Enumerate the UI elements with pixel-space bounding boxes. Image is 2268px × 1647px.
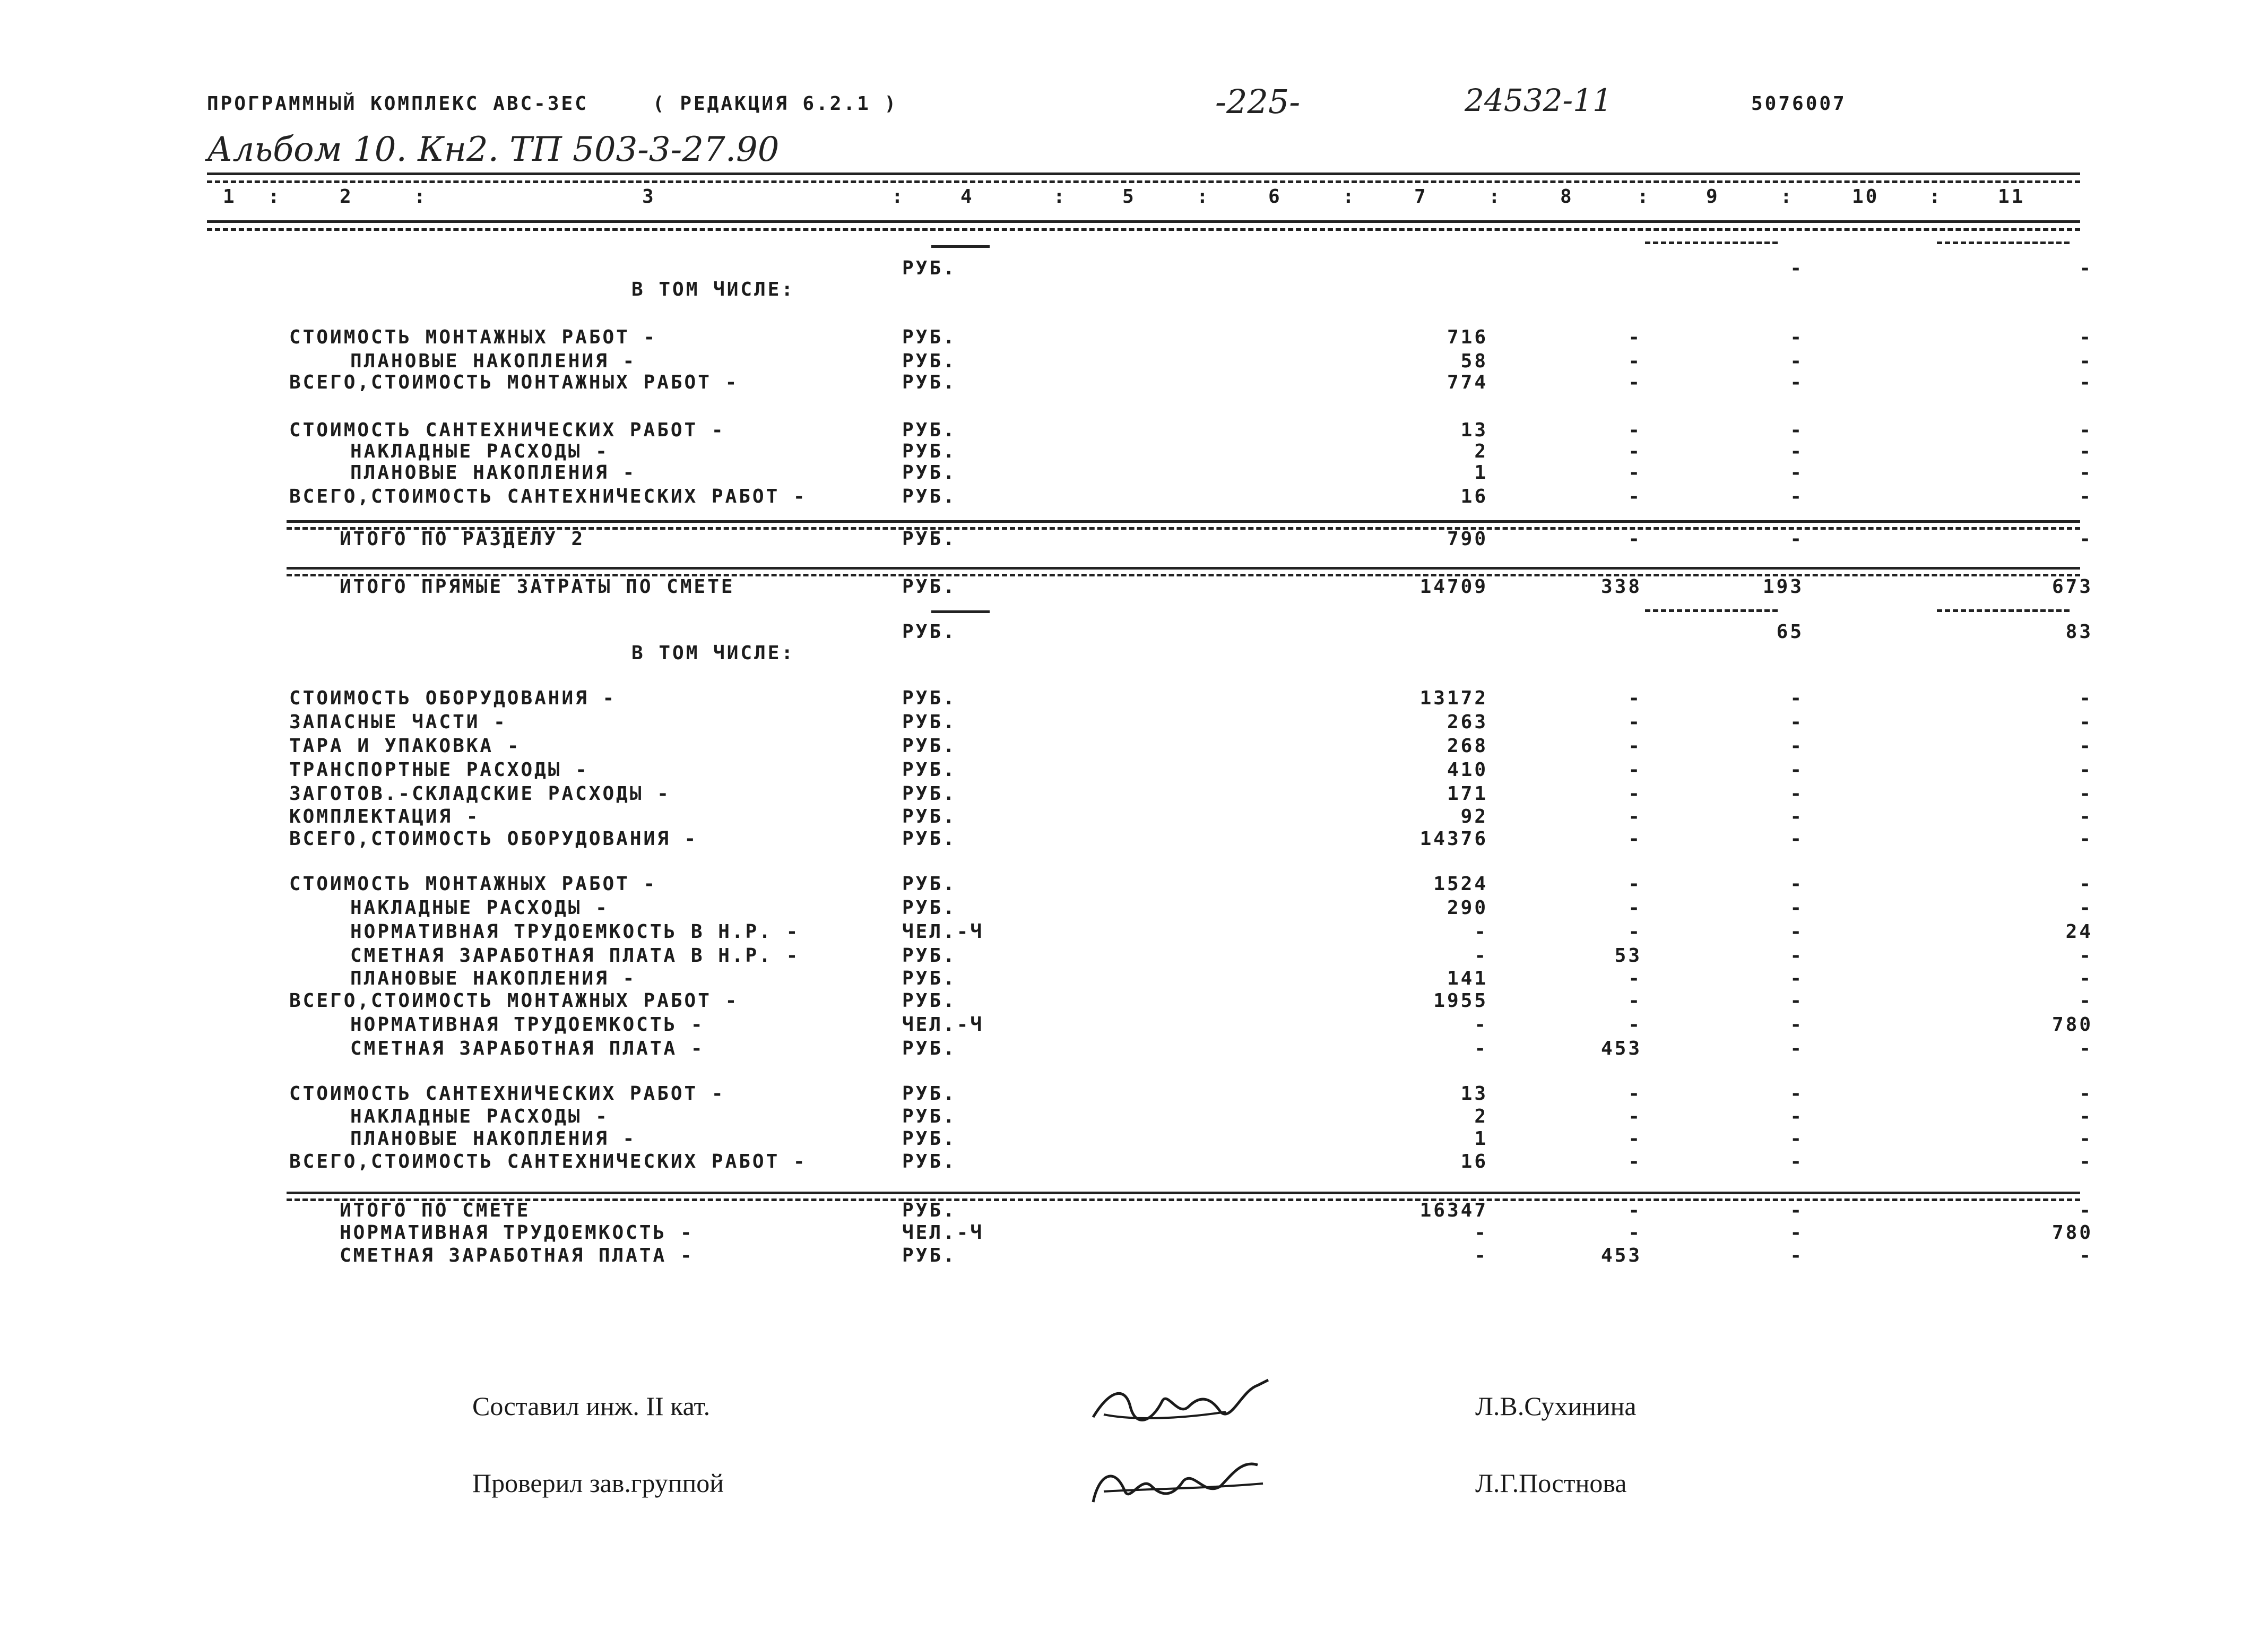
table-row bbox=[0, 711, 2268, 735]
row-col8: - bbox=[1628, 990, 1642, 1012]
row-label: СТОИМОСТЬ САНТЕХНИЧЕСКИХ РАБОТ - bbox=[289, 419, 725, 441]
row-label: НАКЛАДНЫЕ РАСХОДЫ - bbox=[350, 1106, 609, 1127]
col-8: 8 bbox=[1560, 186, 1574, 208]
table-row bbox=[0, 759, 2268, 782]
table-row bbox=[0, 806, 2268, 829]
row-col9: - bbox=[1790, 1106, 1804, 1127]
row-col7: 263 bbox=[1447, 711, 1488, 733]
col-sep: : bbox=[1637, 186, 1651, 208]
row-col8: - bbox=[1628, 1151, 1642, 1172]
row-col9: - bbox=[1790, 806, 1804, 827]
row-col9: - bbox=[1790, 1038, 1804, 1059]
row-col9: - bbox=[1790, 1128, 1804, 1150]
row-label: ВСЕГО,СТОИМОСТЬ САНТЕХНИЧЕСКИХ РАБОТ - bbox=[289, 486, 807, 507]
table-row bbox=[0, 1083, 2268, 1106]
row-col9: - bbox=[1790, 419, 1804, 441]
row-col7: 92 bbox=[1460, 806, 1488, 827]
table-row bbox=[0, 990, 2268, 1013]
row-label: СМЕТНАЯ ЗАРАБОТНАЯ ПЛАТА - bbox=[350, 1038, 705, 1059]
row-col7: 171 bbox=[1447, 783, 1488, 805]
row-label: ВСЕГО,СТОИМОСТЬ САНТЕХНИЧЕСКИХ РАБОТ - bbox=[289, 1151, 807, 1172]
row-col11: - bbox=[2079, 1128, 2093, 1150]
checked-signature bbox=[1083, 1444, 1284, 1520]
row-col11: - bbox=[2079, 945, 2093, 967]
row-col8: - bbox=[1628, 462, 1642, 484]
row-label: ТРАНСПОРТНЫЕ РАСХОДЫ - bbox=[289, 759, 589, 781]
row-unit: РУБ. bbox=[902, 759, 957, 781]
row-col8: - bbox=[1628, 921, 1642, 943]
row-col8: - bbox=[1628, 486, 1642, 507]
row-label: ПЛАНОВЫЕ НАКОПЛЕНИЯ - bbox=[350, 350, 637, 372]
row-col9: - bbox=[1790, 897, 1804, 919]
row-col8: 453 bbox=[1600, 1038, 1642, 1059]
col-sep: : bbox=[891, 186, 905, 208]
table-row bbox=[0, 735, 2268, 758]
row-col7: - bbox=[1474, 945, 1488, 967]
row-col11: - bbox=[2079, 1038, 2093, 1059]
row-label: В ТОМ ЧИСЛЕ: bbox=[631, 642, 795, 664]
table-row bbox=[0, 486, 2268, 509]
checked-by-label: Проверил зав.группой bbox=[472, 1468, 724, 1498]
row-unit: РУБ. bbox=[902, 486, 957, 507]
row-col11: - bbox=[2079, 873, 2093, 895]
unit-underline bbox=[931, 610, 990, 613]
row-col8: 453 bbox=[1600, 1245, 1642, 1266]
row-col8: - bbox=[1628, 828, 1642, 850]
header-rule-top-2 bbox=[207, 180, 2080, 183]
row-col11: - bbox=[2079, 1083, 2093, 1105]
col-7: 7 bbox=[1414, 186, 1428, 208]
row-col9: - bbox=[1790, 1222, 1804, 1244]
row-col7: - bbox=[1474, 1222, 1488, 1244]
table-row bbox=[0, 687, 2268, 711]
row-col9: - bbox=[1790, 783, 1804, 805]
table-row bbox=[0, 1200, 2268, 1223]
row-unit: РУБ. bbox=[902, 711, 957, 733]
row-unit: РУБ. bbox=[902, 1038, 957, 1059]
row-col7: 16 bbox=[1460, 486, 1488, 507]
row-col9: - bbox=[1790, 1151, 1804, 1172]
unit-underline bbox=[931, 245, 990, 248]
row-col9: - bbox=[1790, 372, 1804, 393]
row-col9: - bbox=[1790, 921, 1804, 943]
header-rule-bottom bbox=[207, 220, 2080, 223]
col-3: 3 bbox=[642, 186, 656, 208]
row-col11: - bbox=[2079, 1151, 2093, 1172]
row-col7: 2 bbox=[1474, 1106, 1488, 1127]
col-6: 6 bbox=[1268, 186, 1282, 208]
row-col7: 13 bbox=[1460, 419, 1488, 441]
row-col7: 14376 bbox=[1419, 828, 1488, 850]
section-rule bbox=[287, 574, 2080, 576]
row-col8: - bbox=[1628, 968, 1642, 989]
row-col9: - bbox=[1790, 968, 1804, 989]
row-col7: 14709 bbox=[1419, 576, 1488, 598]
col-sep: : bbox=[268, 186, 282, 208]
row-col11: - bbox=[2079, 419, 2093, 441]
row-col9: - bbox=[1790, 257, 1804, 279]
row-col11: - bbox=[2079, 462, 2093, 484]
row-col8: - bbox=[1628, 350, 1642, 372]
row-unit: РУБ. bbox=[902, 462, 957, 484]
table-row bbox=[0, 326, 2268, 350]
row-col8: - bbox=[1628, 806, 1642, 827]
row-col7: 774 bbox=[1447, 372, 1488, 393]
row-col8: - bbox=[1628, 1200, 1642, 1221]
row-col8: 53 bbox=[1614, 945, 1642, 967]
row-col11: - bbox=[2079, 806, 2093, 827]
row-unit: РУБ. bbox=[902, 687, 957, 709]
col-sep: : bbox=[1197, 186, 1210, 208]
row-col11: 83 bbox=[2065, 621, 2093, 643]
row-col11: 780 bbox=[2051, 1014, 2093, 1036]
row-unit: РУБ. bbox=[902, 1083, 957, 1105]
row-unit: РУБ. bbox=[902, 1200, 957, 1221]
row-unit: РУБ. bbox=[902, 968, 957, 989]
col-5: 5 bbox=[1122, 186, 1136, 208]
table-row bbox=[0, 257, 2268, 281]
row-col9: - bbox=[1790, 1245, 1804, 1266]
row-unit: РУБ. bbox=[902, 873, 957, 895]
table-row bbox=[0, 528, 2268, 551]
row-unit: РУБ. bbox=[902, 372, 957, 393]
row-col8: - bbox=[1628, 372, 1642, 393]
row-unit: ЧЕЛ.-Ч bbox=[902, 921, 984, 943]
row-col9: - bbox=[1790, 462, 1804, 484]
col-sep: : bbox=[1929, 186, 1943, 208]
row-col7: - bbox=[1474, 1038, 1488, 1059]
row-label: ПЛАНОВЫЕ НАКОПЛЕНИЯ - bbox=[350, 462, 637, 484]
row-col11: - bbox=[2079, 687, 2093, 709]
header-rule-top bbox=[207, 173, 2080, 175]
row-col7: 716 bbox=[1447, 326, 1488, 348]
row-col7: 410 bbox=[1447, 759, 1488, 781]
col-4: 4 bbox=[960, 186, 974, 208]
row-unit: РУБ. bbox=[902, 1128, 957, 1150]
row-col8: - bbox=[1628, 441, 1642, 462]
row-unit: РУБ. bbox=[902, 528, 957, 550]
row-unit: РУБ. bbox=[902, 735, 957, 757]
row-col11: - bbox=[2079, 1106, 2093, 1127]
row-col8: - bbox=[1628, 897, 1642, 919]
col11-underline bbox=[1937, 609, 2070, 612]
table-row bbox=[0, 1014, 2268, 1037]
col-2: 2 bbox=[340, 186, 353, 208]
row-label: ЗАГОТОВ.-СКЛАДСКИЕ РАСХОДЫ - bbox=[289, 783, 671, 805]
row-unit: РУБ. bbox=[902, 441, 957, 462]
col-sep: : bbox=[414, 186, 428, 208]
row-col11: - bbox=[2079, 783, 2093, 805]
row-unit: РУБ. bbox=[902, 1245, 957, 1266]
row-col11: - bbox=[2079, 990, 2093, 1012]
compiled-by-label: Составил инж. II кат. bbox=[472, 1391, 711, 1421]
row-unit: РУБ. bbox=[902, 326, 957, 348]
table-row bbox=[0, 621, 2268, 644]
row-col11: - bbox=[2079, 828, 2093, 850]
row-col7: 16347 bbox=[1419, 1200, 1488, 1221]
table-row bbox=[0, 462, 2268, 485]
row-label: СТОИМОСТЬ САНТЕХНИЧЕСКИХ РАБОТ - bbox=[289, 1083, 725, 1105]
row-unit: РУБ. bbox=[902, 990, 957, 1012]
row-col8: 338 bbox=[1600, 576, 1642, 598]
row-col7: 1524 bbox=[1433, 873, 1488, 895]
table-row bbox=[0, 1151, 2268, 1174]
row-col11: - bbox=[2079, 759, 2093, 781]
row-col11: - bbox=[2079, 528, 2093, 550]
row-col9: - bbox=[1790, 687, 1804, 709]
row-col9: - bbox=[1790, 486, 1804, 507]
header-rule-bottom-2 bbox=[207, 228, 2080, 231]
table-row bbox=[0, 873, 2268, 896]
row-col8: - bbox=[1628, 687, 1642, 709]
row-label: СТОИМОСТЬ МОНТАЖНЫХ РАБОТ - bbox=[289, 326, 657, 348]
row-col11: - bbox=[2079, 1245, 2093, 1266]
row-col11: - bbox=[2079, 968, 2093, 989]
section-rule bbox=[287, 567, 2080, 570]
row-col9: - bbox=[1790, 441, 1804, 462]
row-col11: 673 bbox=[2051, 576, 2093, 598]
album-reference: Альбом 10. Кн2. ТП 503-3-27.90 bbox=[207, 130, 780, 169]
page-number: -225- bbox=[1215, 82, 1301, 121]
col-11: 11 bbox=[1998, 186, 2025, 208]
row-label: ВСЕГО,СТОИМОСТЬ ОБОРУДОВАНИЯ - bbox=[289, 828, 698, 850]
row-unit: ЧЕЛ.-Ч bbox=[902, 1222, 984, 1244]
col-sep: : bbox=[1488, 186, 1502, 208]
row-col8: - bbox=[1628, 528, 1642, 550]
row-col9: - bbox=[1790, 1014, 1804, 1036]
row-col7: 141 bbox=[1447, 968, 1488, 989]
compiled-by-name: Л.В.Сухинина bbox=[1475, 1391, 1637, 1421]
row-label: СТОИМОСТЬ ОБОРУДОВАНИЯ - bbox=[289, 687, 617, 709]
table-row bbox=[0, 1245, 2268, 1268]
row-col9: 65 bbox=[1776, 621, 1804, 643]
row-label: НАКЛАДНЫЕ РАСХОДЫ - bbox=[350, 441, 609, 462]
row-unit: РУБ. bbox=[902, 897, 957, 919]
table-row bbox=[0, 642, 2268, 666]
row-label: ВСЕГО,СТОИМОСТЬ МОНТАЖНЫХ РАБОТ - bbox=[289, 990, 739, 1012]
row-col7: 58 bbox=[1460, 350, 1488, 372]
row-col7: 13 bbox=[1460, 1083, 1488, 1105]
row-col9: - bbox=[1790, 828, 1804, 850]
row-col11: - bbox=[2079, 441, 2093, 462]
row-col8: - bbox=[1628, 711, 1642, 733]
col9-underline bbox=[1645, 609, 1778, 612]
row-unit: РУБ. bbox=[902, 1151, 957, 1172]
col11-underline bbox=[1937, 242, 2070, 244]
table-row bbox=[0, 279, 2268, 302]
row-col8: - bbox=[1628, 1083, 1642, 1105]
row-col11: - bbox=[2079, 326, 2093, 348]
row-col7: 16 bbox=[1460, 1151, 1488, 1172]
table-row bbox=[0, 419, 2268, 443]
row-label: НОРМАТИВНАЯ ТРУДОЕМКОСТЬ - bbox=[350, 1014, 705, 1036]
row-unit: РУБ. bbox=[902, 945, 957, 967]
row-unit: РУБ. bbox=[902, 576, 957, 598]
col-1: 1 bbox=[223, 186, 237, 208]
section-rule bbox=[287, 520, 2080, 523]
section-rule bbox=[287, 1192, 2080, 1194]
table-row bbox=[0, 441, 2268, 464]
row-col11: - bbox=[2079, 897, 2093, 919]
row-label: ИТОГО ПРЯМЫЕ ЗАТРАТЫ ПО СМЕТЕ bbox=[340, 576, 735, 598]
row-col7: - bbox=[1474, 1245, 1488, 1266]
row-col8: - bbox=[1628, 1128, 1642, 1150]
table-row bbox=[0, 921, 2268, 944]
row-col11: - bbox=[2079, 257, 2093, 279]
row-col8: - bbox=[1628, 735, 1642, 757]
row-label: СМЕТНАЯ ЗАРАБОТНАЯ ПЛАТА В Н.Р. - bbox=[350, 945, 800, 967]
row-col9: - bbox=[1790, 711, 1804, 733]
row-unit: РУБ. bbox=[902, 783, 957, 805]
table-row bbox=[0, 372, 2268, 395]
row-label: ИТОГО ПО СМЕТЕ bbox=[340, 1200, 531, 1221]
table-row bbox=[0, 350, 2268, 374]
col9-underline bbox=[1645, 242, 1778, 244]
row-unit: РУБ. bbox=[902, 350, 957, 372]
row-col7: 790 bbox=[1447, 528, 1488, 550]
row-col9: - bbox=[1790, 528, 1804, 550]
row-col7: 290 bbox=[1447, 897, 1488, 919]
row-col11: - bbox=[2079, 350, 2093, 372]
row-col9: - bbox=[1790, 1200, 1804, 1221]
row-label: НОРМАТИВНАЯ ТРУДОЕМКОСТЬ - bbox=[340, 1222, 694, 1244]
row-col8: - bbox=[1628, 1014, 1642, 1036]
row-label: НОРМАТИВНАЯ ТРУДОЕМКОСТЬ В Н.Р. - bbox=[350, 921, 800, 943]
row-unit: РУБ. bbox=[902, 621, 957, 643]
row-col9: - bbox=[1790, 326, 1804, 348]
row-col9: - bbox=[1790, 945, 1804, 967]
row-col8: - bbox=[1628, 1106, 1642, 1127]
row-unit: РУБ. bbox=[902, 419, 957, 441]
row-col8: - bbox=[1628, 1222, 1642, 1244]
row-label: СМЕТНАЯ ЗАРАБОТНАЯ ПЛАТА - bbox=[340, 1245, 694, 1266]
row-label: ТАРА И УПАКОВКА - bbox=[289, 735, 521, 757]
row-col7: 2 bbox=[1474, 441, 1488, 462]
row-label: ПЛАНОВЫЕ НАКОПЛЕНИЯ - bbox=[350, 1128, 637, 1150]
table-row bbox=[0, 576, 2268, 599]
section-rule bbox=[287, 527, 2080, 530]
table-row bbox=[0, 897, 2268, 920]
row-unit: РУБ. bbox=[902, 1106, 957, 1127]
row-col8: - bbox=[1628, 326, 1642, 348]
row-col8: - bbox=[1628, 873, 1642, 895]
row-col7: 1 bbox=[1474, 462, 1488, 484]
row-col11: 780 bbox=[2051, 1222, 2093, 1244]
col-sep: : bbox=[1053, 186, 1067, 208]
row-col11: - bbox=[2079, 735, 2093, 757]
column-header-row bbox=[0, 186, 2268, 209]
row-label: КОМПЛЕКТАЦИЯ - bbox=[289, 806, 480, 827]
row-col9: - bbox=[1790, 990, 1804, 1012]
row-unit: РУБ. bbox=[902, 828, 957, 850]
row-col11: - bbox=[2079, 711, 2093, 733]
row-col8: - bbox=[1628, 419, 1642, 441]
row-col11: - bbox=[2079, 486, 2093, 507]
serial-number: 5076007 bbox=[1751, 93, 1847, 115]
checked-by-name: Л.Г.Постнова bbox=[1475, 1468, 1627, 1498]
row-label: ЗАПАСНЫЕ ЧАСТИ - bbox=[289, 711, 507, 733]
row-col7: - bbox=[1474, 921, 1488, 943]
row-col9: - bbox=[1790, 1083, 1804, 1105]
row-col11: 24 bbox=[2065, 921, 2093, 943]
row-col9: 193 bbox=[1762, 576, 1804, 598]
row-unit: РУБ. bbox=[902, 806, 957, 827]
row-col9: - bbox=[1790, 350, 1804, 372]
row-unit: ЧЕЛ.-Ч bbox=[902, 1014, 984, 1036]
table-row bbox=[0, 1106, 2268, 1129]
program-title: ПРОГРАММНЫЙ КОМПЛЕКС АВС-3ЕС bbox=[207, 93, 588, 115]
row-col11: - bbox=[2079, 372, 2093, 393]
table-row bbox=[0, 1222, 2268, 1245]
col-sep: : bbox=[1780, 186, 1794, 208]
row-col7: 1955 bbox=[1433, 990, 1488, 1012]
row-label: СТОИМОСТЬ МОНТАЖНЫХ РАБОТ - bbox=[289, 873, 657, 895]
row-col11: - bbox=[2079, 1200, 2093, 1221]
row-col7: - bbox=[1474, 1014, 1488, 1036]
row-col8: - bbox=[1628, 783, 1642, 805]
table-row bbox=[0, 1038, 2268, 1061]
table-row bbox=[0, 968, 2268, 991]
row-col7: 13172 bbox=[1419, 687, 1488, 709]
edition-label: ( РЕДАКЦИЯ 6.2.1 ) bbox=[653, 93, 898, 115]
table-row bbox=[0, 1128, 2268, 1151]
row-label: ИТОГО ПО РАЗДЕЛУ 2 bbox=[340, 528, 585, 550]
col-sep: : bbox=[1343, 186, 1356, 208]
table-row bbox=[0, 783, 2268, 806]
row-label: ПЛАНОВЫЕ НАКОПЛЕНИЯ - bbox=[350, 968, 637, 989]
document-code: 24532-11 bbox=[1465, 82, 1612, 118]
col-9: 9 bbox=[1706, 186, 1720, 208]
row-label: НАКЛАДНЫЕ РАСХОДЫ - bbox=[350, 897, 609, 919]
col-10: 10 bbox=[1852, 186, 1880, 208]
row-col8: - bbox=[1628, 759, 1642, 781]
row-label: ВСЕГО,СТОИМОСТЬ МОНТАЖНЫХ РАБОТ - bbox=[289, 372, 739, 393]
row-col9: - bbox=[1790, 735, 1804, 757]
table-row bbox=[0, 945, 2268, 968]
row-unit: РУБ. bbox=[902, 257, 957, 279]
row-col7: 1 bbox=[1474, 1128, 1488, 1150]
row-col9: - bbox=[1790, 873, 1804, 895]
table-row bbox=[0, 828, 2268, 851]
row-col9: - bbox=[1790, 759, 1804, 781]
row-label: В ТОМ ЧИСЛЕ: bbox=[631, 279, 795, 300]
row-col7: 268 bbox=[1447, 735, 1488, 757]
compiled-signature bbox=[1088, 1369, 1289, 1441]
section-rule bbox=[287, 1198, 2080, 1201]
